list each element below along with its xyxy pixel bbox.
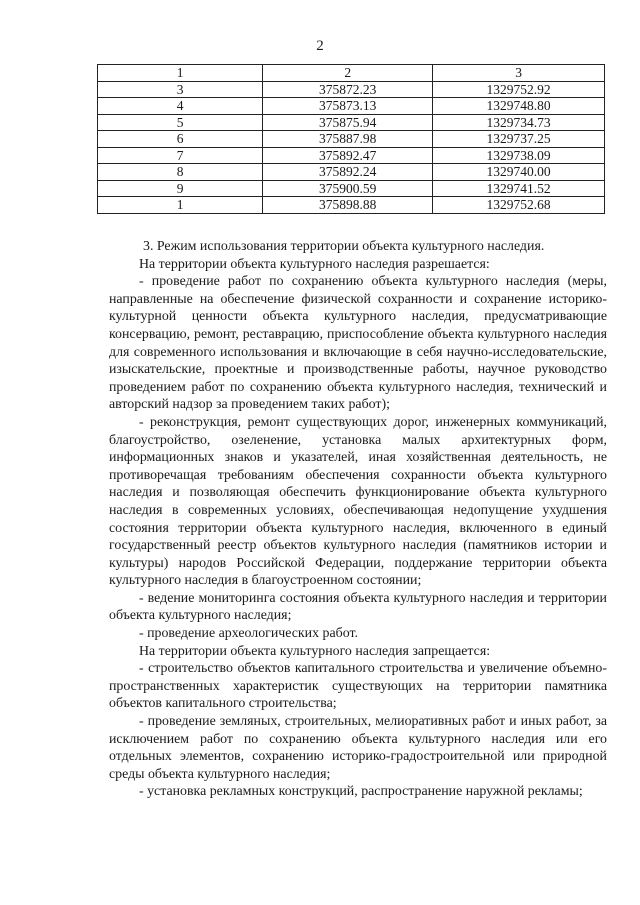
x-coordinate-cell: 375900.59: [263, 180, 433, 197]
x-coordinate-cell: 375873.13: [263, 98, 433, 115]
x-coordinate-cell: 375872.23: [263, 81, 433, 98]
header-cell: 1: [98, 65, 263, 82]
paragraph-advertising-ban: - установка рекламных конструкций, распространение наружной рекламы;: [139, 784, 583, 800]
point-number-cell: 8: [98, 164, 263, 181]
y-coordinate-cell: 1329752.92: [433, 81, 605, 98]
table-row: [98, 164, 605, 181]
point-number-cell: 4: [98, 98, 263, 115]
y-coordinate-cell: 1329741.52: [433, 180, 605, 197]
table-row: [98, 98, 605, 115]
page-number: 2: [316, 38, 324, 54]
paragraph-reconstruction: - реконструкция, ремонт существующих дорог, инженерных коммуникаций, благоустройство, озеленение, установка малых архитектурных форм, информационных знаков и указателей, иная хозяйственная деятельность, не противоречащая требованиям обеспечения сохранности объекта культурного наследия и позволяющая обеспечить функционирование объекта культурного наследия в современных условиях, обеспечивающая недопущение ухудшения состояния территории объекта культурного наследия, включенного в единый государственный реестр объектов культурного наследия (памятников истории и культуры) народов Российской Федерации, поддержание территории объекта культурного наследия в благоустроенном состоянии;: [109, 414, 607, 589]
table-row: [98, 131, 605, 148]
x-coordinate-cell: 375898.88: [263, 197, 433, 214]
body-text: [109, 238, 607, 801]
table-row: [98, 147, 605, 164]
table-row: [98, 197, 605, 214]
header-cell: 2: [263, 65, 433, 82]
y-coordinate-cell: 1329752.68: [433, 197, 605, 214]
y-coordinate-cell: 1329748.80: [433, 98, 605, 115]
paragraph-construction-ban: - строительство объектов капитального строительства и увеличение объемно-пространственных характеристик существующих на территории памятника объектов капитального строительства;: [109, 661, 607, 712]
x-coordinate-cell: 375892.24: [263, 164, 433, 181]
paragraph-permitted-intro: На территории объекта культурного наследия разрешается:: [139, 256, 490, 272]
x-coordinate-cell: 375887.98: [263, 131, 433, 148]
paragraph-preservation-works: - проведение работ по сохранению объекта культурного наследия (меры, направленные на обеспечение физической сохранности и сохранение историко-культурной ценности объекта культурного наследия, предусматривающие консервацию, ремонт, реставрацию, приспособление объекта культурного наследия для современного использования и включающие в себя научно-исследовательские, изыскательские, проектные и производственные работы, научное руководство проведением работ по сохранению объекта культурного наследия, технический и авторский надзор за проведением таких работ);: [109, 274, 607, 413]
y-coordinate-cell: 1329737.25: [433, 131, 605, 148]
paragraph-archaeology: - проведение археологических работ.: [139, 626, 358, 642]
y-coordinate-cell: 1329738.09: [433, 147, 605, 164]
point-number-cell: 5: [98, 114, 263, 131]
y-coordinate-cell: 1329740.00: [433, 164, 605, 181]
paragraph-monitoring: - ведение мониторинга состояния объекта культурного наследия и территории объекта культурного наследия;: [109, 590, 607, 624]
header-cell: 3: [433, 65, 605, 82]
table-header-row: [98, 65, 605, 82]
table-row: [98, 114, 605, 131]
point-number-cell: 9: [98, 180, 263, 197]
point-number-cell: 7: [98, 147, 263, 164]
y-coordinate-cell: 1329734.73: [433, 114, 605, 131]
section-heading: 3. Режим использования территории объекта культурного наследия.: [143, 239, 545, 254]
table-row: [98, 180, 605, 197]
point-number-cell: 6: [98, 131, 263, 148]
point-number-cell: 3: [98, 81, 263, 98]
paragraph-prohibited-intro: На территории объекта культурного наследия запрещается:: [139, 643, 491, 659]
x-coordinate-cell: 375892.47: [263, 147, 433, 164]
x-coordinate-cell: 375875.94: [263, 114, 433, 131]
table-row: [98, 81, 605, 98]
point-number-cell: 1: [98, 197, 263, 214]
paragraph-earthworks-ban: - проведение земляных, строительных, мелиоративных работ и иных работ, за исключением работ по сохранению объекта культурного наследия или его отдельных элементов, сохранению историко-градостроительной или природной среды объекта культурного наследия;: [109, 714, 607, 782]
coordinates-table: [97, 64, 605, 214]
